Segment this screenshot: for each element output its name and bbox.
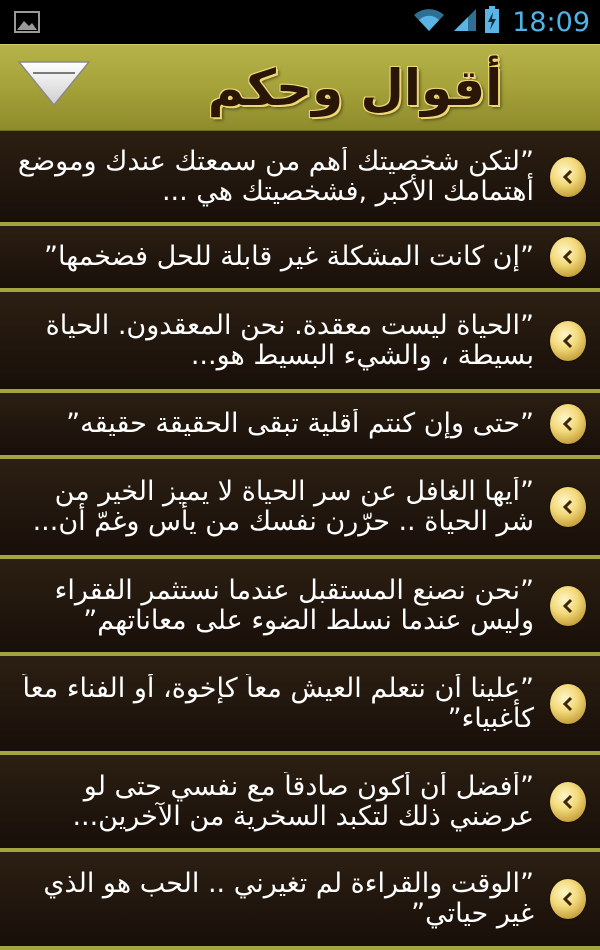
image-icon [14, 11, 40, 33]
quote-text: ”أفضل أن أكون صادقاً مع نفسي حتى لو عرضني ذلك لتكبد السخرية من الآخرين... [72, 771, 534, 832]
chevron-left-icon [550, 782, 586, 822]
menu-triangle-icon[interactable] [15, 59, 93, 111]
quote-item[interactable] [0, 656, 600, 755]
chevron-left-icon [550, 684, 586, 724]
quote-text: ”الوقت والقراءة لم تغيرني .. الحب هو الذي غير حياتي” [43, 869, 534, 929]
chevron-left-icon [550, 237, 586, 277]
chevron-left-icon [550, 404, 586, 444]
chevron-left-icon [550, 321, 586, 361]
quote-text: ”إن كانت المشكلة غير قابلة للحل فضخمها” [44, 242, 534, 272]
quote-item[interactable] [0, 852, 600, 950]
chevron-left-icon [550, 157, 586, 197]
quote-item[interactable] [0, 226, 600, 292]
signal-icon [452, 7, 478, 37]
quote-item[interactable] [0, 459, 600, 559]
quote-item[interactable] [0, 755, 600, 852]
chevron-left-icon [550, 879, 586, 919]
quote-text: ”حتى وإن كنتم أقلية تبقى الحقيقة حقيقه” [66, 409, 534, 439]
quote-text: ”أيها الغافل عن سر الحياة لا يميز الخير من شر الحياة .. حرّرن نفسك من يأس وغمّ أن... [32, 477, 534, 537]
quote-text: ”علينا أن نتعلم العيش معاً كإخوة، أو الفناء معاً كأغبياء” [22, 673, 534, 734]
quotes-list [0, 131, 600, 950]
quote-item[interactable] [0, 292, 600, 393]
battery-charging-icon [484, 6, 500, 38]
status-bar [0, 0, 600, 44]
quote-item[interactable] [0, 393, 600, 459]
quote-text: ”لتكن شخصيتك أهم من سمعتك عندك وموضع أهتمامك الأكبر ,فشخصيتك هي ... [17, 146, 534, 207]
quote-text: ”نحن نصنع المستقبل عندما نستثمر الفقراء وليس عندما نسلط الضوء على معاناتهم” [54, 575, 534, 636]
chevron-left-icon [550, 586, 586, 626]
quote-item[interactable] [0, 131, 600, 226]
quote-item[interactable] [0, 559, 600, 656]
chevron-left-icon [550, 487, 586, 527]
app-title: أقوال وحكم [207, 59, 503, 117]
wifi-icon [412, 7, 446, 37]
clock: 18:09 [512, 6, 590, 38]
quote-text: ”الحياة ليست معقدة. نحن المعقدون. الحياة بسيطة ، والشيء البسيط هو... [45, 310, 534, 371]
app-header [0, 44, 600, 132]
